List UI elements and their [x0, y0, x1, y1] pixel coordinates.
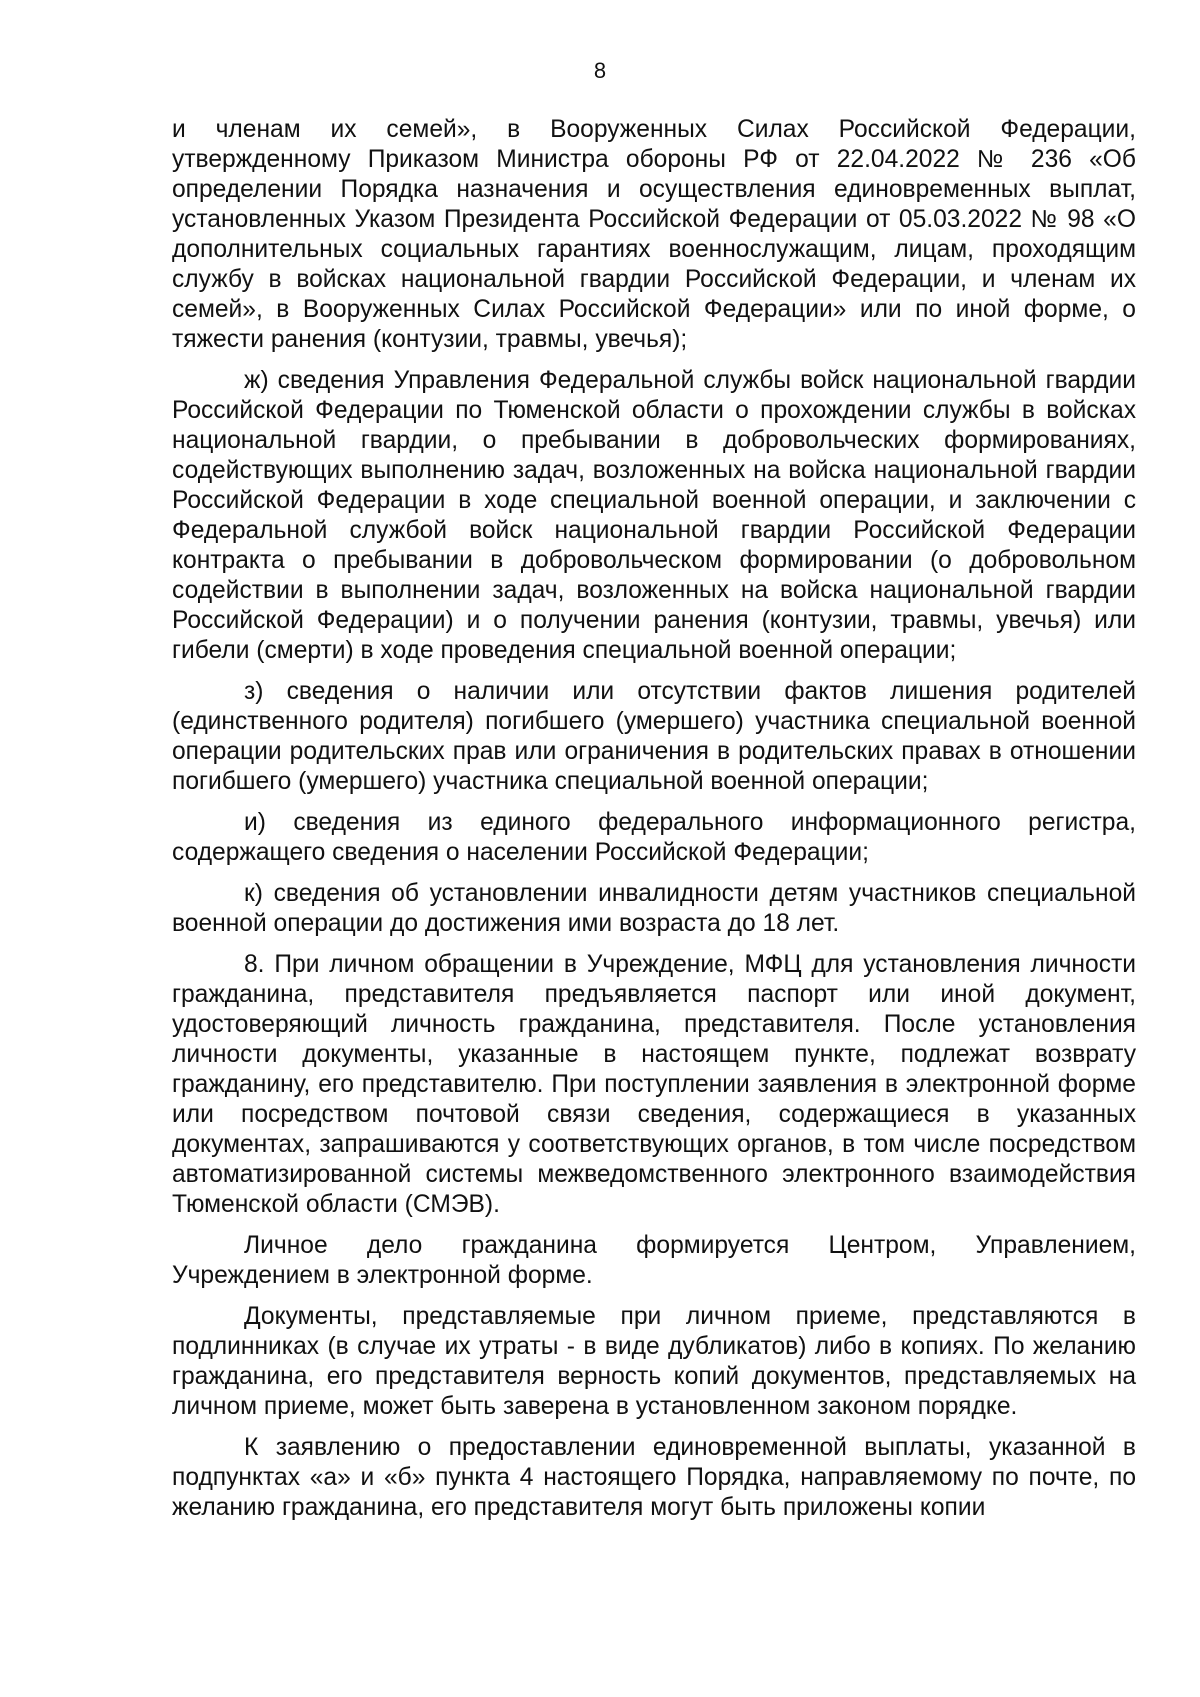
paragraph-continuation: и членам их семей», в Вооруженных Силах Российской Федерации, утвержденному Приказом Министра обороны РФ от 22.04.2022 № 236 «Об определении Порядка назначения и осуществления единовременных выплат, установленных Указом Президента Российской Федерации от 05.03.2022 № 98 «О дополнительных социальных гарантиях военнослужащим, лицам, проходящим службу в войсках национальной гвардии Российской Федерации, и членам их семей», в Вооруженных Силах Российской Федерации» или по иной форме, о тяжести ранения (контузии, травмы, увечья); — [172, 116, 1136, 353]
paragraph-documents: Документы, представляемые при личном приеме, представляются в подлинниках (в случае их утраты - в виде дубликатов) либо в копиях. По желанию гражданина, его представителя верность копий документов, представляемых на личном приеме, может быть заверена в установленном законом порядке. — [172, 1303, 1136, 1420]
paragraph-item-i: и) сведения из единого федерального информационного регистра, содержащего сведения о населении Российской Федерации; — [172, 809, 1136, 866]
paragraph-item-z: з) сведения о наличии или отсутствии фактов лишения родителей (единственного родителя) погибшего (умершего) участника специальной военной операции родительских прав или ограничения в родительских правах в отношении погибшего (умершего) участника специальной военной операции; — [172, 678, 1136, 795]
paragraph-application-mail: К заявлению о предоставлении единовременной выплаты, указанной в подпунктах «а» и «б» пункта 4 настоящего Порядка, направляемому по почте, по желанию гражданина, его представителя могут быть приложены копии — [172, 1434, 1136, 1521]
page-number: 8 — [593, 58, 607, 83]
document-body — [172, 115, 1136, 1534]
paragraph-item-k: к) сведения об установлении инвалидности детям участников специальной военной операции до достижения ими возраста до 18 лет. — [172, 880, 1136, 937]
paragraph-section-8: 8. При личном обращении в Учреждение, МФЦ для установления личности гражданина, представителя предъявляется паспорт или иной документ, удостоверяющий личность гражданина, представителя. После установления личности документы, указанные в настоящем пункте, подлежат возврату гражданину, его представителю. При поступлении заявления в электронной форме или посредством почтовой связи сведения, содержащиеся в указанных документах, запрашиваются у соответствующих органов, в том числе посредством автоматизированной системы межведомственного электронного взаимодействия Тюменской области (СМЭВ). — [172, 951, 1136, 1218]
paragraph-item-zh: ж) сведения Управления Федеральной службы войск национальной гвардии Российской Федерации по Тюменской области о прохождении службы в войсках национальной гвардии, о пребывании в добровольческих формированиях, содействующих выполнению задач, возложенных на войска национальной гвардии Российской Федерации в ходе специальной военной операции, и заключении с Федеральной службой войск национальной гвардии Российской Федерации контракта о пребывании в добровольческом формировании (о добровольном содействии в выполнении задач, возложенных на войска национальной гвардии Российской Федерации) и о получении ранения (контузии, травмы, увечья) или гибели (смерти) в ходе проведения специальной военной операции; — [172, 367, 1136, 664]
paragraph-personal-file: Личное дело гражданина формируется Центром, Управлением, Учреждением в электронной форме. — [172, 1232, 1136, 1289]
